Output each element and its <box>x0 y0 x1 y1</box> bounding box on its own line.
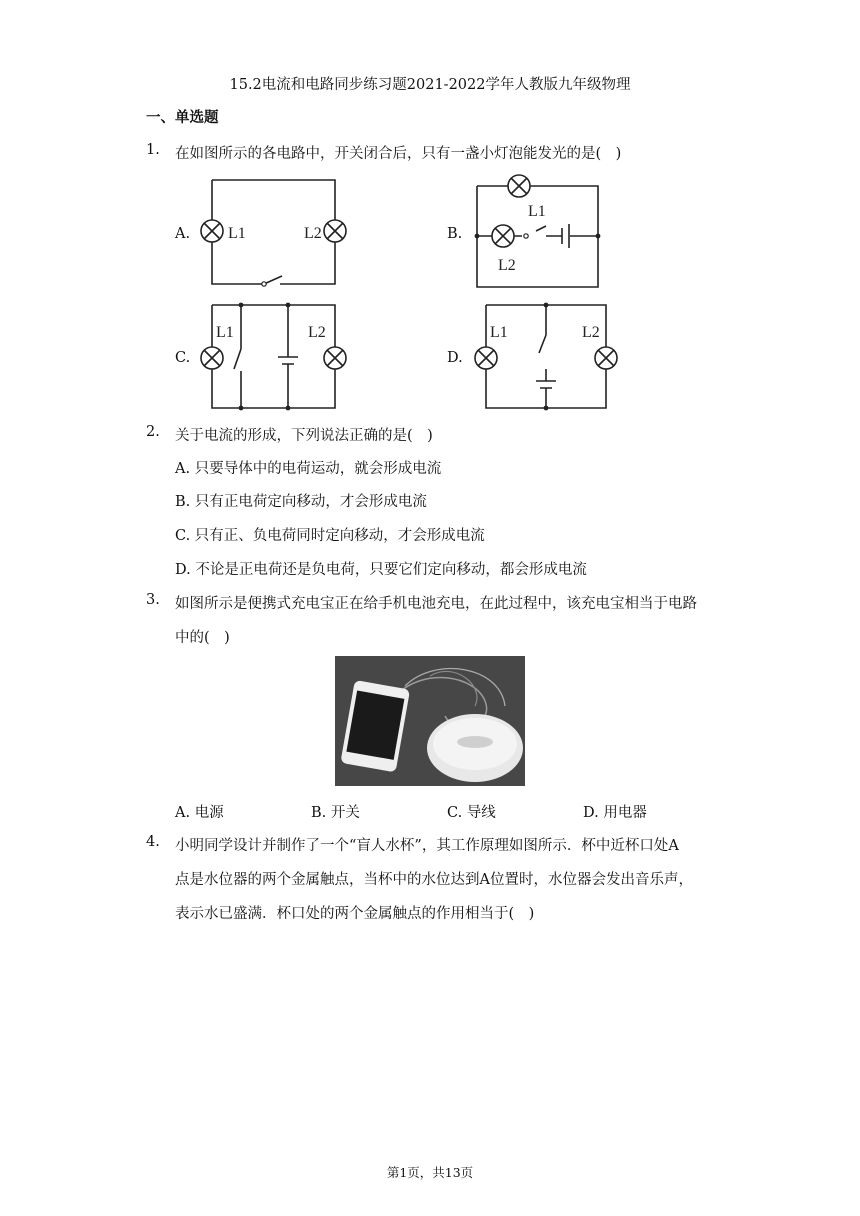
q4-text-line3: 表示水已盛满．杯口处的两个金属触点的作用相当于( ) <box>175 906 535 922</box>
q4-text-line2: 点是水位器的两个金属触点，当杯中的水位达到A位置时，水位器会发出音乐声， <box>175 872 693 888</box>
circuit-b-diagram <box>470 172 610 292</box>
q2-option-c: C. 只有正、负电荷同时定向移动，才会形成电流 <box>175 528 485 544</box>
svg-text:L1: L1 <box>528 203 546 220</box>
switch-icon <box>539 305 546 353</box>
q1-number: 1. <box>146 142 160 158</box>
q1-text: 在如图所示的各电路中，开关闭合后，只有一盏小灯泡能发光的是( ) <box>175 146 622 162</box>
q3-option-b: B. 开关 <box>311 805 360 821</box>
q3-text-line2: 中的( ) <box>175 630 230 646</box>
q2-text: 关于电流的形成，下列说法正确的是( ) <box>175 428 433 444</box>
battery-icon <box>562 224 569 248</box>
battery-icon <box>536 369 556 408</box>
q3-option-c: C. 导线 <box>447 805 496 821</box>
svg-text:L1: L1 <box>490 324 508 341</box>
q1-option-a-letter: A. <box>175 226 191 242</box>
q3-option-d: D. 用电器 <box>583 805 647 821</box>
q1-option-c-letter: C. <box>175 350 191 366</box>
q4-text-line1: 小明同学设计并制作了一个“盲人水杯”，其工作原理如图所示．杯中近杯口处A <box>175 838 679 854</box>
power-bank-phone-photo <box>335 656 525 786</box>
circuit-d-diagram <box>470 297 630 417</box>
section-heading: 一、单选题 <box>146 109 219 126</box>
q3-number: 3. <box>146 592 160 608</box>
switch-icon <box>264 276 282 284</box>
q4-number: 4. <box>146 834 160 850</box>
q2-option-d: D. 不论是正电荷还是负电荷，只要它们定向移动，都会形成电流 <box>175 562 587 578</box>
circuit-a-diagram <box>196 172 356 292</box>
q1-option-d-letter: D. <box>447 350 463 366</box>
label-l1: L1 <box>228 225 246 242</box>
q2-option-a: A. 只要导体中的电荷运动，就会形成电流 <box>175 461 442 477</box>
page-title: 15.2电流和电路同步练习题2021-2022学年人教版九年级物理 <box>229 77 631 93</box>
circuit-c-diagram <box>196 297 356 417</box>
svg-text:L2: L2 <box>582 324 600 341</box>
q3-text-line1: 如图所示是便携式充电宝正在给手机电池充电，在此过程中，该充电宝相当于电路 <box>175 596 697 612</box>
svg-text:L1: L1 <box>216 324 234 341</box>
page-footer: 第1页，共13页 <box>386 1165 474 1180</box>
battery-icon <box>278 305 298 408</box>
q3-option-a: A. 电源 <box>175 805 224 821</box>
q2-number: 2. <box>146 424 160 440</box>
svg-text:L2: L2 <box>498 257 516 274</box>
q2-option-b: B. 只有正电荷定向移动，才会形成电流 <box>175 494 427 510</box>
q1-option-b-letter: B. <box>447 226 463 242</box>
svg-text:L2: L2 <box>308 324 326 341</box>
label-l2: L2 <box>304 225 322 242</box>
switch-icon <box>234 305 241 408</box>
